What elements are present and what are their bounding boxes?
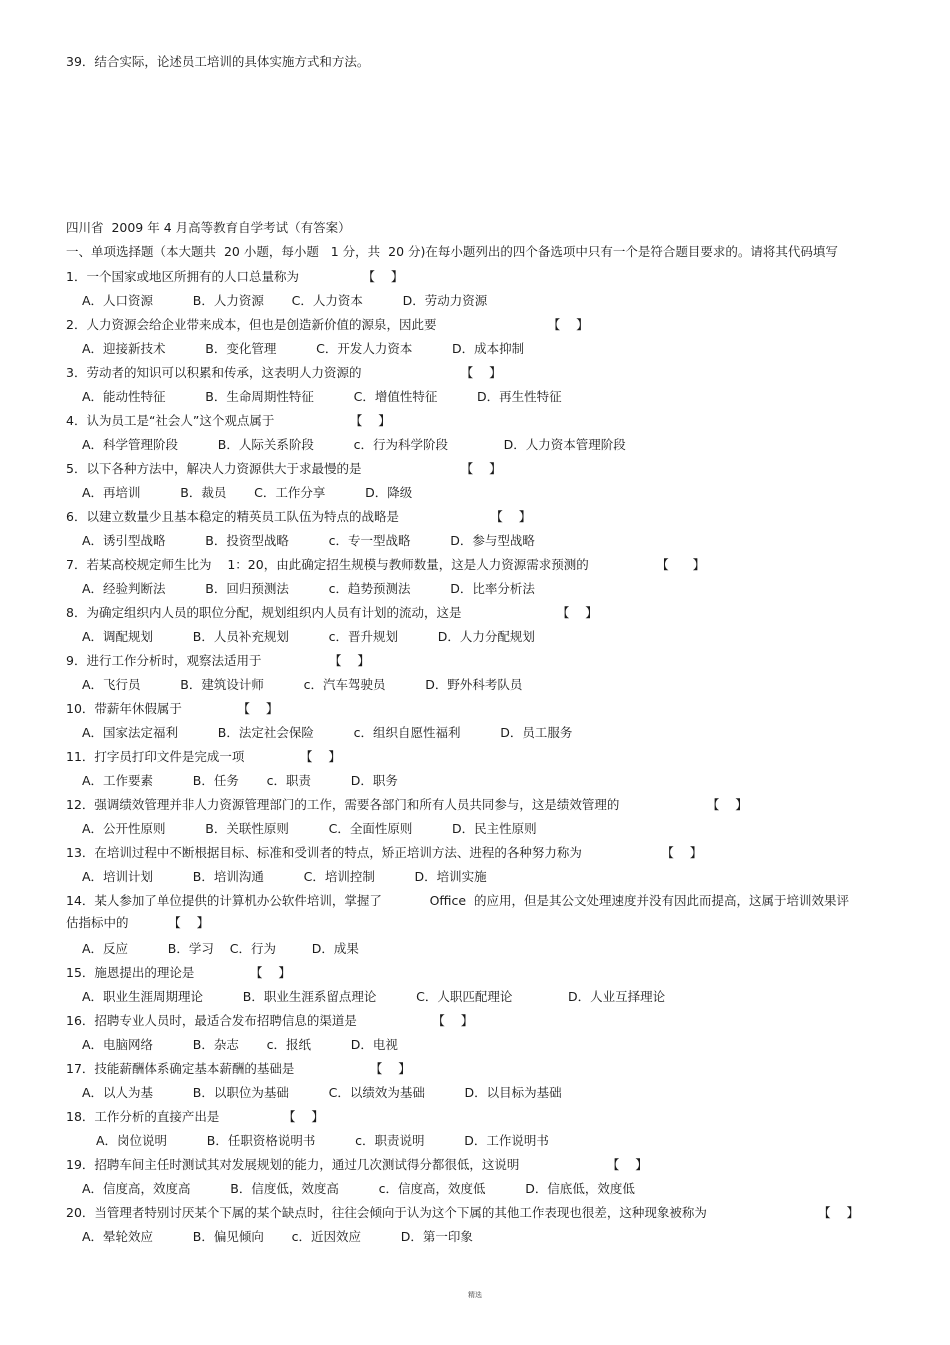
question-options: A．科学管理阶段 B．人际关系阶段 c．行为科学阶段 D．人力资本管理阶段 [82, 437, 626, 452]
question-options: A．国家法定福利 B．法定社会保险 c．组织自愿性福利 D．员工服务 [82, 725, 573, 740]
question-stem: 19．招聘车间主任时测试其对发展规划的能力，通过几次测试得分都很低，这说明 【 】 [66, 1157, 648, 1172]
question-stem: 20．当管理者特别讨厌某个下属的某个缺点时，往往会倾向于认为这个下属的其他工作表现也很差，这种现象被称为 【 】 [66, 1205, 860, 1220]
question-options: A．以人为基 B．以职位为基础 C．以绩效为基础 D．以目标为基础 [82, 1085, 562, 1100]
question-stem: 5．以下各种方法中，解决人力资源供大于求最慢的是 【 】 [66, 461, 502, 476]
question-stem: 3．劳动者的知识可以积累和传承，这表明人力资源的 【 】 [66, 365, 502, 380]
question-options: A．晕轮效应 B．偏见倾向 c．近因效应 D．第一印象 [82, 1229, 473, 1244]
question-stem: 7．若某高校规定师生比为 1：20，由此确定招生规模与教师数量，这是人力资源需求预测的 【 】 [66, 557, 706, 572]
question-options: A．岗位说明 B．任职资格说明书 c．职责说明 D．工作说明书 [96, 1133, 549, 1148]
section-header: 一、单项选择题（本大题共 20 小题，每小题 1 分，共 20 分)在每小题列出的四个备选项中只有一个是符合题目要求的。请将其代码填写 [66, 244, 838, 259]
question-options: A．经验判断法 B．回归预测法 c．趋势预测法 D．比率分析法 [82, 581, 535, 596]
question-options: A．电脑网络 B．杂志 c．报纸 D．电视 [82, 1037, 398, 1052]
footer-text: 精选 [468, 1291, 482, 1299]
question-options: A．工作要素 B．任务 c．职责 D．职务 [82, 773, 398, 788]
question-stem: 13．在培训过程中不断根据目标、标准和受训者的特点，矫正培训方法、进程的各种努力称为 【 】 [66, 845, 703, 860]
question-stem: 15．施恩提出的理论是 【 】 [66, 965, 291, 980]
question-stem: 9．进行工作分析时，观察法适用于 【 】 [66, 653, 370, 668]
question-stem: 11．打字员打印文件是完成一项 【 】 [66, 749, 341, 764]
question-options: A．反应 B．学习 C．行为 D．成果 [82, 941, 359, 956]
question-options: A．诱引型战略 B．投资型战略 c．专一型战略 D．参与型战略 [82, 533, 535, 548]
question-options: A．职业生涯周期理论 B．职业生涯系留点理论 C．人职匹配理论 D．人业互择理论 [82, 989, 666, 1004]
question-options: A．人口资源 B．人力资源 C．人力资本 D．劳动力资源 [82, 293, 488, 308]
question-stem: 12．强调绩效管理并非人力资源管理部门的工作，需要各部门和所有人员共同参与，这是绩效管理的 【 】 [66, 797, 748, 812]
question-stem: 16．招聘专业人员时，最适合发布招聘信息的渠道是 【 】 [66, 1013, 474, 1028]
question-stem-continued: 估指标中的 【 】 [66, 915, 210, 930]
question-stem: 6．以建立数量少且基本稳定的精英员工队伍为特点的战略是 【 】 [66, 509, 532, 524]
question-options: A．培训计划 B．培训沟通 C．培训控制 D．培训实施 [82, 869, 487, 884]
question-stem: 18．工作分析的直接产出是 【 】 [66, 1109, 324, 1124]
question-options: A．公开性原则 B．关联性原则 C．全面性原则 D．民主性原则 [82, 821, 537, 836]
question-39: 39．结合实际，论述员工培训的具体实施方式和方法。 [66, 54, 370, 69]
question-stem: 4．认为员工是“社会人”这个观点属于 【 】 [66, 413, 391, 428]
question-stem: 8．为确定组织内人员的职位分配，规划组织内人员有计划的流动，这是 【 】 [66, 605, 598, 620]
question-options: A．信度高，效度高 B．信度低，效度高 c．信度高，效度低 D．信底低，效度低 [82, 1181, 635, 1196]
exam-title: 四川省 2009 年 4 月高等教育自学考试（有答案） [66, 220, 351, 235]
question-options: A．迎接新技术 B．变化管理 C．开发人力资本 D．成本抑制 [82, 341, 525, 356]
question-options: A．飞行员 B．建筑设计师 c．汽车驾驶员 D．野外科考队员 [82, 677, 523, 692]
question-stem: 2．人力资源会给企业带来成本，但也是创造新价值的源泉，因此要 【 】 [66, 317, 589, 332]
question-stem: 17．技能薪酬体系确定基本薪酬的基础是 【 】 [66, 1061, 411, 1076]
question-options: A．能动性特征 B．生命周期性特征 C．增值性特征 D．再生性特征 [82, 389, 562, 404]
question-stem: 10．带薪年休假属于 【 】 [66, 701, 279, 716]
question-stem: 1．一个国家或地区所拥有的人口总量称为 【 】 [66, 269, 404, 284]
question-options: A．调配规划 B．人员补充规划 c．晋升规划 D．人力分配规划 [82, 629, 535, 644]
question-options: A．再培训 B．裁员 C．工作分享 D．降级 [82, 485, 413, 500]
question-stem: 14．某人参加了单位提供的计算机办公软件培训，掌握了 Office 的应用，但是其公文处理速度并没有因此而提高，这属于培训效果评 [66, 893, 850, 908]
